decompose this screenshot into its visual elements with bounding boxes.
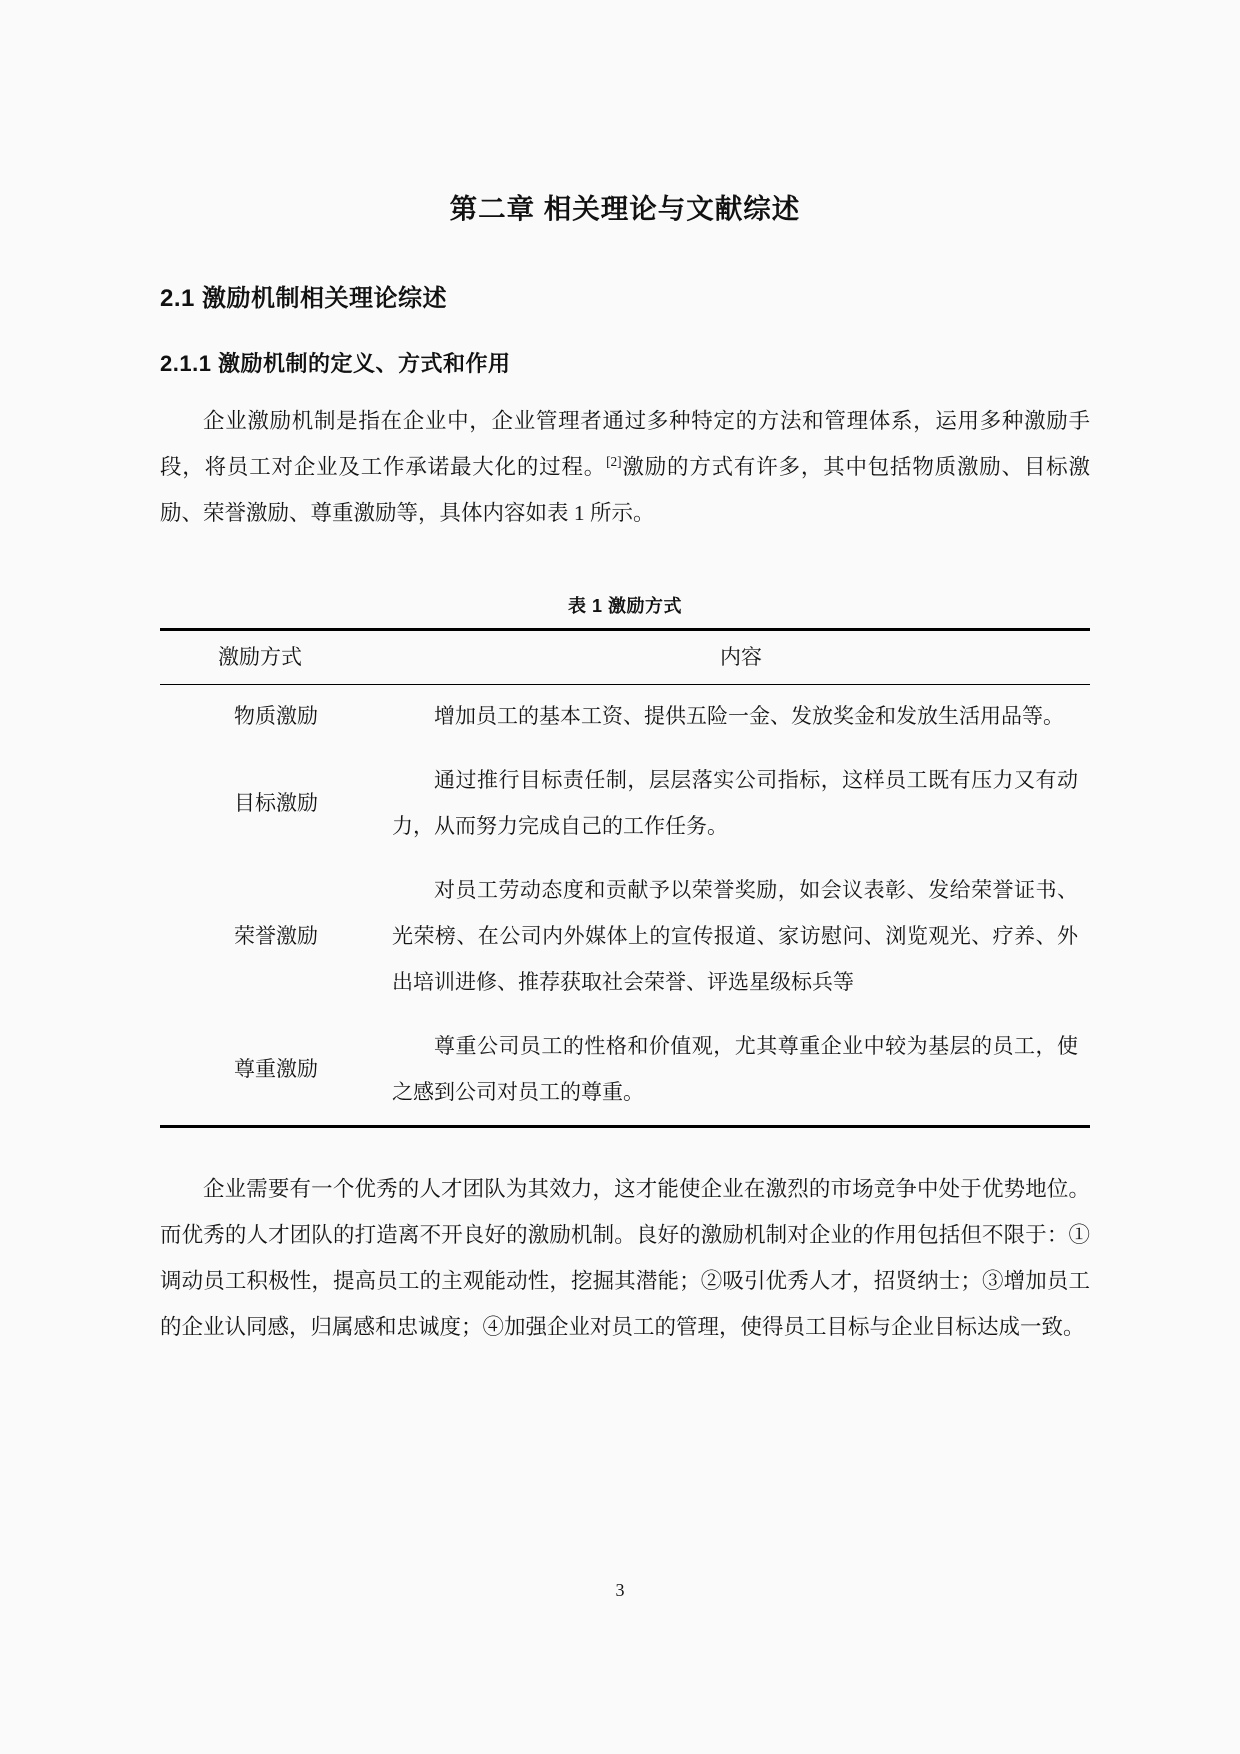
table-header-mode: 激励方式 <box>160 630 392 685</box>
table-cell-content: 增加员工的基本工资、提供五险一金、发放奖金和发放生活用品等。 <box>434 704 1064 728</box>
table-head <box>160 630 1090 685</box>
intro-paragraph <box>160 378 1090 536</box>
page-content <box>160 0 1090 1350</box>
table-cell-mode: 荣誉激励 <box>234 924 318 948</box>
table-row <box>160 749 1090 859</box>
table-cell-mode: 物质激励 <box>234 704 318 728</box>
table-cell-content: 通过推行目标责任制，层层落实公司指标，这样员工既有压力又有动力，从而努力完成自己的工作任务。 <box>392 768 1078 838</box>
table-cell-content: 尊重公司员工的性格和价值观，尤其尊重企业中较为基层的员工，使之感到公司对员工的尊重。 <box>392 1015 1090 1127</box>
table-row <box>160 1015 1090 1127</box>
table-row <box>160 685 1090 750</box>
intro-text-before-citation: 企业激励机制是指在企业中，企业管理者通过多种特定的方法和管理体系，运用多种激励手段，将员工对企业及工作承诺最大化的过程。 <box>160 409 1090 479</box>
table-caption: 表 1 激励方式 <box>567 596 682 616</box>
table-header-content: 内容 <box>392 630 1090 685</box>
citation-marker: [2] <box>606 453 622 469</box>
table-row <box>160 859 1090 1015</box>
table-cell-content: 对员工劳动态度和贡献予以荣誉奖励，如会议表彰、发给荣誉证书、光荣榜、在公司内外媒体上的宣传报道、家访慰问、浏览观光、疗养、外出培训进修、推荐获取社会荣誉、评选星级标兵等 <box>392 878 1078 994</box>
closing-paragraph: 企业需要有一个优秀的人才团队为其效力，这才能使企业在激烈的市场竞争中处于优势地位。而优秀的人才团队的打造离不开良好的激励机制。良好的激励机制对企业的作用包括但不限于：①调动员工积极性，提高员工的主观能动性，挖掘其潜能；②吸引优秀人才，招贤纳士；③增加员工的企业认同感，归属感和忠诚度；④加强企业对员工的管理，使得员工目标与企业目标达成一致。 <box>160 1177 1090 1339</box>
table-cell-mode: 尊重激励 <box>160 1015 392 1127</box>
table-block <box>160 536 1090 1128</box>
table-cell-mode: 目标激励 <box>234 791 318 815</box>
section-heading-2-1-1: 2.1.1 激励机制的定义、方式和作用 <box>160 351 511 376</box>
intro-text-after-citation: 激励的方式有许多，其中包括物质激励、目标激励、荣誉激励、尊重激励等，具体内容如表 1 所示。 <box>160 455 1090 525</box>
incentive-methods-table <box>160 628 1090 1128</box>
section-heading-2-1: 2.1 激励机制相关理论综述 <box>160 285 448 312</box>
page-number: 3 <box>615 1580 625 1600</box>
table-header-row <box>160 630 1090 685</box>
table-body <box>160 685 1090 1127</box>
chapter-title: 第二章 相关理论与文献综述 <box>449 193 801 224</box>
